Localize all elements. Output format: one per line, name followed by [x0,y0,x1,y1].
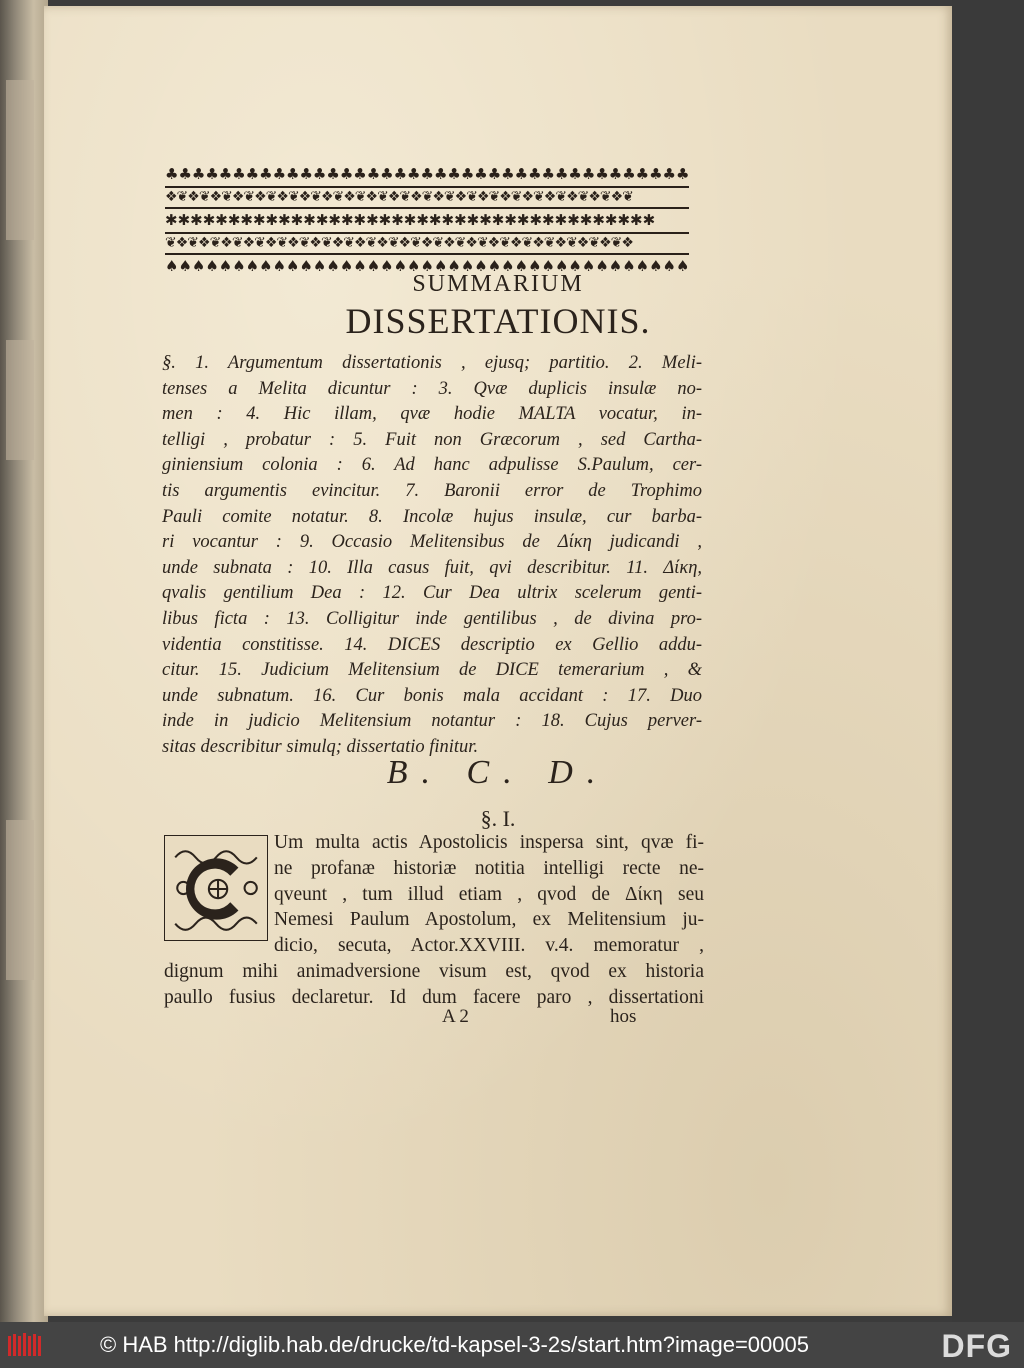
body-line: Um multa actis Apostolicis inspersa sint, qvæ fi- [274,832,704,853]
summary-line: Pauli comite notatur. 8. Incolæ hujus insulæ, cur barba- [162,506,702,527]
section-heading: §. I. [480,806,516,831]
bcd-heading: B. C. D. [386,754,610,791]
body-line: ne profanæ historiæ notitia intelligi recte ne- [274,857,704,879]
catchword: hos [610,1006,637,1027]
summary-line: giniensium colonia : 6. Ad hanc adpulisse S.Paulum, cer- [162,455,702,476]
title-summarium: SUMMARIUM [412,271,584,297]
summary-line: §. 1. Argumentum dissertationis , ejusq; partitio. 2. Meli- [162,353,702,373]
ornamental-headpiece [165,163,689,275]
body-line: paullo fusius declaretur. Id dum facere paro , dissertationi [164,986,704,1008]
body-line: dignum mihi animadversione visum est, qvod ex historia [164,960,704,982]
adjacent-page-edge [0,0,48,1322]
ornament-row: ❦❖❦❖❦❖❦❖❦❖❦❖❦❖❦❖❦❖❦❖❦❖❦❖❦❖❦❖❦❖❦❖❦❖❦❖❦❖❦❖❦❖ [165,232,689,255]
ornament-row: ✱✱✱✱✱✱✱✱✱✱✱✱✱✱✱✱✱✱✱✱✱✱✱✱✱✱✱✱✱✱✱✱✱✱✱✱✱✱✱ [165,211,656,229]
summary-line: ri vocantur : 9. Occasio Melitensibus de Δίκη judicandi , [162,532,702,553]
body-text [164,830,704,1011]
summary-line: citur. 15. Judicium Melitensium de DICE temerarium , & [162,660,702,681]
summary-line: videntia constitisse. 14. DICES descriptio ex Gellio addu- [162,634,702,655]
book-page [44,6,952,1316]
summary-paragraph [162,351,702,761]
summary-line: qvalis gentilium Dea : 12. Cur Dea ultrix scelerum genti- [162,583,702,604]
hab-logo-icon [6,1330,44,1360]
summary-line: telligi , probatur : 5. Fuit non Græcorum , sed Cartha- [162,429,702,450]
ornament-row: ♣♣♣♣♣♣♣♣♣♣♣♣♣♣♣♣♣♣♣♣♣♣♣♣♣♣♣♣♣♣♣♣♣♣♣♣♣♣♣ [165,165,689,183]
summary-line: inde in judicio Melitensium notantur : 18. Cujus perver- [162,711,702,732]
edge-strip [6,340,34,460]
edge-strip [6,820,34,980]
viewer-footer [0,1322,1024,1368]
body-line: Nemesi Paulum Apostolum, ex Melitensium ju- [274,909,704,931]
copyright-credit: © HAB http://diglib.hab.de/drucke/td-kapsel-3-2s/start.htm?image=00005 [100,1332,809,1357]
body-line: qveunt , tum illud etiam , qvod de Δίκη seu [274,883,704,905]
summary-line: tenses a Melita dicuntur : 3. Qvæ duplicis insulæ no- [162,378,702,399]
scan-background [952,0,1024,1322]
ornament-row: ♠♠♠♠♠♠♠♠♠♠♠♠♠♠♠♠♠♠♠♠♠♠♠♠♠♠♠♠♠♠♠♠♠♠♠♠♠♠♠ [165,257,689,275]
title-dissertationis: DISSERTATIONIS. [345,301,651,341]
summary-line: men : 4. Hic illam, qvæ hodie MALTA vocatur, in- [162,404,702,425]
signature-mark: A 2 [442,1006,469,1027]
edge-strip [6,80,34,240]
body-line: dicio, secuta, Actor.XXVIII. v.4. memoratur , [274,935,704,957]
dfg-logo: DFG [941,1328,1012,1364]
summary-line: sitas describitur simulq; dissertatio finitur. [162,736,479,757]
summary-line: libus ficta : 13. Colligitur inde gentilibus , de divina pro- [162,608,702,629]
ornament-row: ❖❦❖❦❖❦❖❦❖❦❖❦❖❦❖❦❖❦❖❦❖❦❖❦❖❦❖❦❖❦❖❦❖❦❖❦❖❦❖❦❖❦ [165,186,689,209]
summary-line: unde subnatum. 16. Cur bonis mala accidant : 17. Duo [162,685,702,706]
summary-line: tis argumentis evincitur. 7. Baronii error de Trophimo [162,480,702,501]
summary-line: unde subnata : 10. Illa casus fuit, qvi describitur. 11. Δίκη, [162,557,702,578]
